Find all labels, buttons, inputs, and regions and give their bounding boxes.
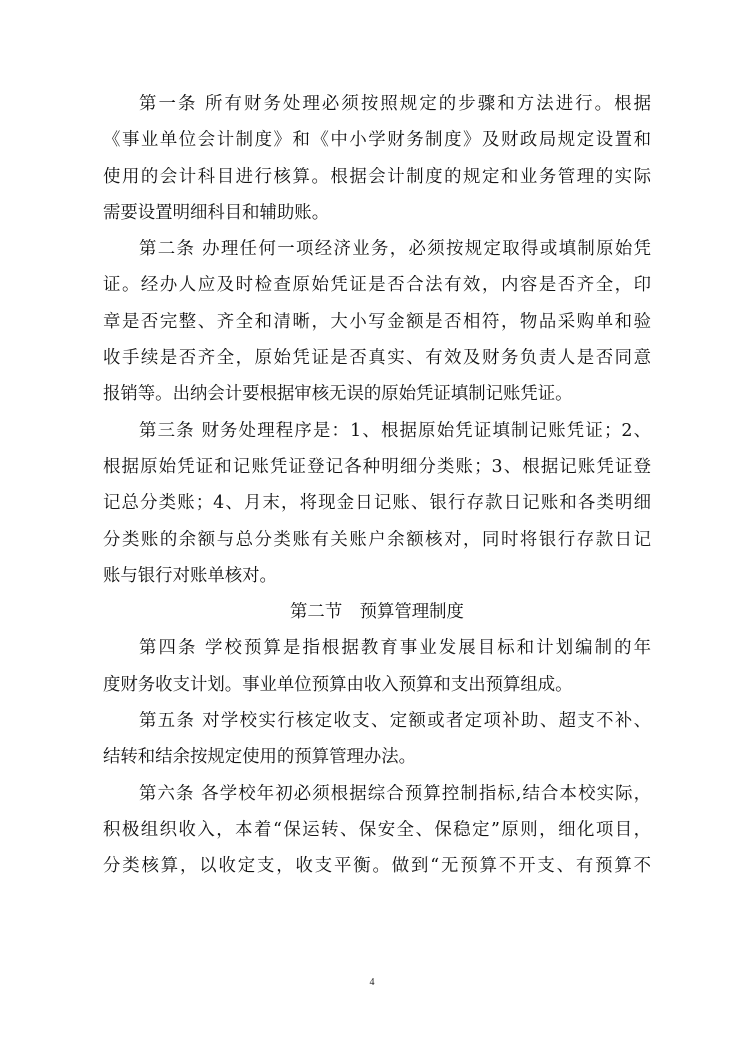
text-line: 章是否完整、齐全和清晰，大小写金额是否相符，物品采购单和验 [103,311,651,332]
text-line: 账与银行对账单核对。 [103,565,277,586]
text-line: 第三条 财务处理程序是：1、根据原始凭证填制记账凭证；2、 [139,420,651,441]
page-number: 4 [369,977,375,988]
text-line: 根据原始凭证和记账凭证登记各种明细分类账；3、根据记账凭证登 [103,456,651,477]
text-line: 第六条 各学校年初必须根据综合预算控制指标,结合本校实际， [139,783,651,804]
body-text [103,86,651,885]
text-line: 第五条 对学校实行核定收支、定额或者定项补助、超支不补、 [139,711,651,732]
text-line: 第四条 学校预算是指根据教育事业发展目标和计划编制的年 [139,638,651,659]
text-line: 需要设置明细科目和辅助账。 [103,202,330,223]
text-line: 收手续是否齐全，原始凭证是否真实、有效及财务负责人是否同意 [103,348,651,369]
text-line: 《事业单位会计制度》和《中小学财务制度》及财政局规定设置和 [103,130,651,151]
text-line: 分类核算，以收定支，收支平衡。做到“无预算不开支、有预算不 [103,856,651,877]
text-line: 积极组织收入，本着“保运转、保安全、保稳定”原则，细化项目， [103,819,651,840]
text-line: 结转和结余按规定使用的预算管理办法。 [103,747,417,768]
text-line: 度财务收支计划。事业单位预算由收入预算和支出预算组成。 [103,674,573,695]
text-line: 使用的会计科目进行核算。根据会计制度的规定和业务管理的实际 [103,166,651,187]
text-line: 分类账的余额与总分类账有关账户余额核对，同时将银行存款日记 [103,529,651,550]
text-line: 证。经办人应及时检查原始凭证是否合法有效，内容是否齐全，印 [103,275,651,296]
text-line: 第二条 办理任何一项经济业务，必须按规定取得或填制原始凭 [139,239,651,260]
text-line: 第一条 所有财务处理必须按照规定的步骤和方法进行。根据 [139,94,651,114]
text-line: 报销等。出纳会计要根据审核无误的原始凭证填制记账凭证。 [103,384,573,405]
text-line: 记总分类账；4、月末，将现金日记账、银行存款日记账和各类明细 [103,493,651,514]
section-heading: 第二节 预算管理制度 [290,602,464,623]
